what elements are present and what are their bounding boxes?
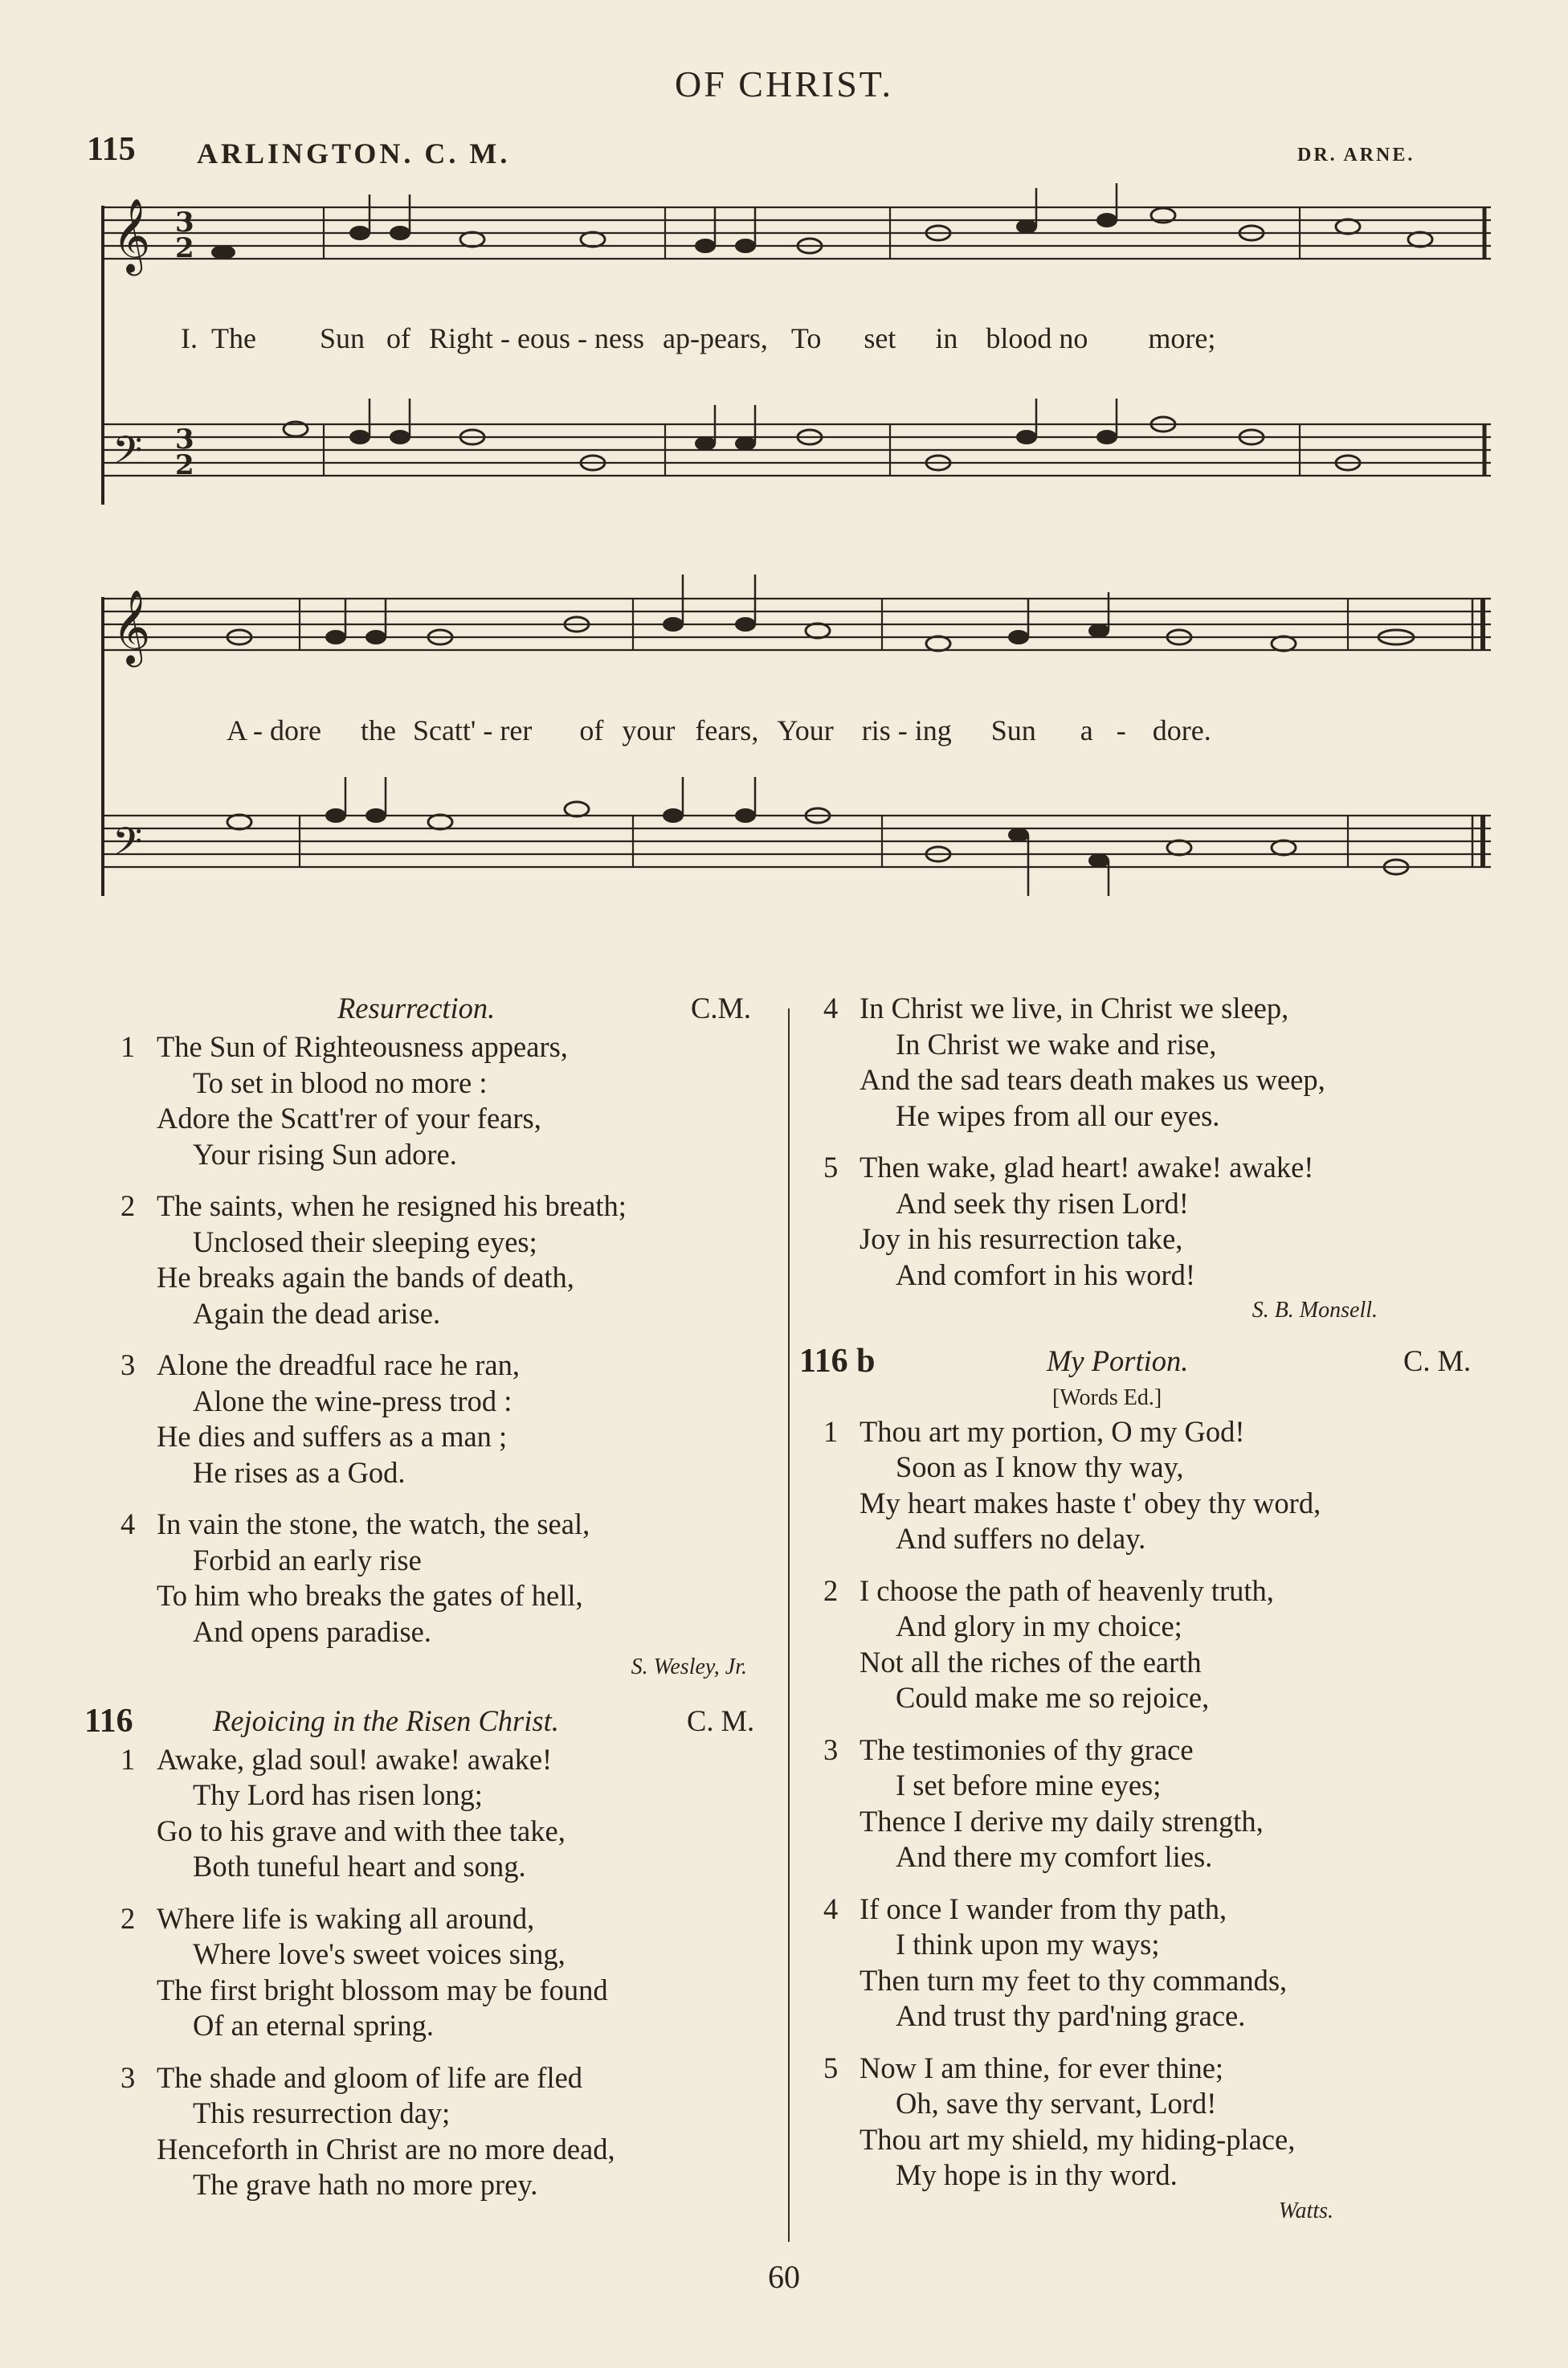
page-number: 60 [768, 2259, 800, 2295]
hymn-author: Watts. [1278, 2198, 1333, 2223]
stanza [823, 1732, 1514, 1875]
verse-line: Alone the wine-press trod : [193, 1384, 512, 1417]
lyric-word: set [864, 322, 896, 354]
verse-line: Thou art my shield, my hiding-place, [860, 2122, 1296, 2156]
svg-text:𝄢: 𝄢 [112, 427, 143, 482]
lyric-word: Sun [319, 322, 365, 354]
stanza [823, 991, 1514, 1134]
verse-line: Adore the Scatt'rer of your fears, [157, 1102, 541, 1135]
verse-line: The Sun of Righteousness appears, [157, 1030, 568, 1063]
svg-text:2: 2 [175, 232, 194, 264]
verse-line: He breaks again the bands of death, [157, 1261, 574, 1294]
verse-line: And trust thy pard'ning grace. [896, 1999, 1246, 2032]
stanza [120, 2060, 771, 2203]
hymn-meter: C.M. [691, 992, 752, 1024]
verse-line: Could make me so rejoice, [896, 1681, 1210, 1714]
lyric-word: dore. [1152, 714, 1211, 746]
hymn-number: 116 b [799, 1342, 876, 1380]
hymn-title: Resurrection. [337, 992, 496, 1024]
verse-line: And suffers no delay. [896, 1522, 1146, 1555]
verse-line: The shade and gloom of life are fled [157, 2060, 583, 2094]
verse-line: He wipes from all our eyes. [896, 1098, 1220, 1132]
lyric-word: Scatt' - rer [412, 714, 533, 746]
hymn-meter: C. M. [687, 1703, 755, 1737]
verse-number: 5 [823, 2051, 839, 2084]
stanza [120, 1742, 771, 1885]
verse-line: He dies and suffers as a man ; [157, 1420, 508, 1453]
lyric-word: To [790, 322, 822, 354]
verse-number: 1 [120, 1030, 136, 1063]
verse-line: Go to his grave and with thee take, [157, 1814, 566, 1847]
hymn-author: S. B. Monsell. [1252, 1298, 1378, 1323]
verse-line: The grave hath no more prey. [193, 2168, 538, 2201]
verse-number: 1 [823, 1414, 839, 1448]
verse-line: Awake, glad soul! awake! awake! [157, 1742, 553, 1776]
svg-text:𝄢: 𝄢 [112, 819, 143, 873]
lyric-word: Right - eous - ness [429, 322, 644, 354]
verse-number: 3 [120, 2060, 136, 2094]
column-divider [788, 1008, 790, 2242]
verse-line: And comfort in his word! [896, 1258, 1196, 1291]
stanza [120, 1901, 771, 2044]
hymn-title: Rejoicing in the Risen Christ. [213, 1703, 559, 1737]
verse-line: Thy Lord has risen long; [193, 1778, 483, 1811]
lyric-word: Your [777, 714, 834, 746]
verse-line: In Christ we live, in Christ we sleep, [860, 992, 1289, 1024]
verse-line: And seek thy risen Lord! [896, 1186, 1189, 1220]
stanza [823, 2051, 1514, 2194]
verse-line: My heart makes haste t' obey thy word, [860, 1486, 1321, 1519]
verse-number: 4 [823, 992, 839, 1024]
svg-text:2: 2 [175, 449, 194, 481]
lyric-word: - [1116, 714, 1126, 746]
verse-line: I think upon my ways; [896, 1928, 1160, 1961]
verse-line: Thou art my portion, O my God! [860, 1414, 1245, 1448]
verse-line: And there my comfort lies. [896, 1840, 1213, 1873]
tune-lyric-line-1 [181, 321, 1434, 355]
verse-line: Henceforth in Christ are no more dead, [157, 2132, 615, 2166]
page-header: OF CHRIST. [675, 63, 893, 104]
svg-text:3: 3 [175, 207, 194, 239]
verse-line: The saints, when he resigned his breath; [157, 1189, 627, 1222]
verse-line: And glory in my choice; [896, 1609, 1182, 1642]
verse-line: Of an eternal spring. [193, 2009, 435, 2042]
lyric-word: your [622, 714, 676, 746]
hymn-note: [Words Ed.] [1052, 1384, 1162, 1410]
verse-line: Not all the riches of the earth [860, 1645, 1202, 1679]
verse-line: In Christ we wake and rise, [896, 1027, 1217, 1061]
verse-line: Oh, save thy servant, Lord! [896, 2087, 1217, 2120]
svg-text:𝄞: 𝄞 [112, 198, 151, 272]
verse-line: Then wake, glad heart! awake! awake! [860, 1151, 1314, 1184]
tune-name: ARLINGTON. C. M. [197, 137, 511, 170]
verse-line: And opens paradise. [193, 1614, 431, 1648]
lyric-word: The [211, 322, 256, 354]
stanza [823, 1892, 1514, 2035]
verse-line: He rises as a God. [193, 1455, 406, 1489]
verse-line: In vain the stone, the watch, the seal, [157, 1507, 590, 1540]
hymn-meter: C. M. [1403, 1344, 1472, 1377]
lyric-word: blood no [986, 322, 1088, 354]
verse-line: Soon as I know thy way, [896, 1450, 1184, 1483]
verse-number: 5 [823, 1151, 839, 1184]
hymn-author: S. Wesley, Jr. [631, 1654, 747, 1679]
right-column [799, 991, 1514, 2229]
lyric-word: I. [181, 322, 198, 354]
stanza [823, 1150, 1514, 1293]
hymn-number: 116 [84, 1702, 133, 1740]
tune-composer: DR. ARNE. [1297, 145, 1415, 166]
stanza [120, 1188, 771, 1331]
tune-number: 115 [87, 131, 136, 168]
verse-number: 2 [120, 1901, 136, 1935]
hymn-title-row [84, 1702, 771, 1742]
lyric-word: ris - ing [861, 714, 952, 746]
verse-line: Then turn my feet to thy commands, [860, 1963, 1288, 1997]
lyric-word: the [360, 714, 396, 746]
verse-line: I choose the path of heavenly truth, [860, 1573, 1274, 1607]
lyric-word: a [1080, 714, 1093, 746]
verse-line: Forbid an early rise [193, 1543, 422, 1577]
verse-line: Alone the dreadful race he ran, [157, 1348, 520, 1381]
verse-number: 4 [120, 1507, 136, 1540]
verse-number: 3 [120, 1348, 136, 1381]
verse-line: To him who breaks the gates of hell, [157, 1579, 583, 1612]
verse-number: 4 [823, 1892, 839, 1925]
stanza [120, 1029, 771, 1172]
lyric-word: of [579, 714, 604, 746]
verse-line: The first bright blossom may be found [157, 1973, 608, 2006]
verse-line: If once I wander from thy path, [860, 1892, 1227, 1925]
svg-text:3: 3 [175, 423, 194, 456]
left-column [84, 991, 771, 2219]
verse-line: The testimonies of thy grace [860, 1732, 1194, 1766]
verse-line: To set in blood no more : [193, 1065, 488, 1099]
stanza [120, 1507, 771, 1650]
verse-number: 2 [823, 1573, 839, 1607]
verse-line: Now I am thine, for ever thine; [860, 2051, 1224, 2084]
verse-line: Your rising Sun adore. [193, 1137, 457, 1171]
hymn-title: My Portion. [1047, 1344, 1189, 1377]
verse-line: This resurrection day; [193, 2096, 451, 2129]
verse-line: And the sad tears death makes us weep, [860, 1063, 1325, 1096]
lyric-word: more; [1148, 322, 1216, 354]
lyric-word: A - dore [227, 714, 321, 746]
verse-number: 1 [120, 1742, 136, 1776]
lyric-word: fears, [695, 714, 759, 746]
verse-line: Thence I derive my daily strength, [860, 1804, 1264, 1838]
svg-text:𝄞: 𝄞 [112, 589, 151, 664]
stanza [823, 1414, 1514, 1557]
verse-line: Where love's sweet voices sing, [193, 1937, 566, 1970]
stanza [823, 1573, 1514, 1716]
verse-number: 3 [823, 1732, 839, 1766]
lyric-word: Sun [990, 714, 1036, 746]
verse-line: Joy in his resurrection take, [860, 1222, 1183, 1255]
hymn-title-row [120, 991, 771, 1029]
stanza [120, 1348, 771, 1491]
verse-line: Both tuneful heart and song. [193, 1850, 526, 1883]
verse-number: 2 [120, 1189, 136, 1222]
lyric-word: ap-pears, [662, 322, 768, 354]
verse-line: Unclosed their sleeping eyes; [193, 1225, 537, 1258]
verse-line: Where life is waking all around, [157, 1901, 535, 1935]
lyric-word: of [386, 322, 410, 354]
hymn-title-row [799, 1342, 1514, 1382]
verse-line: Again the dead arise. [193, 1296, 441, 1330]
verse-line: My hope is in thy word. [896, 2158, 1178, 2191]
lyric-word: in [935, 322, 958, 354]
tune-lyric-line-2 [227, 714, 1480, 747]
verse-line: I set before mine eyes; [896, 1769, 1162, 1802]
